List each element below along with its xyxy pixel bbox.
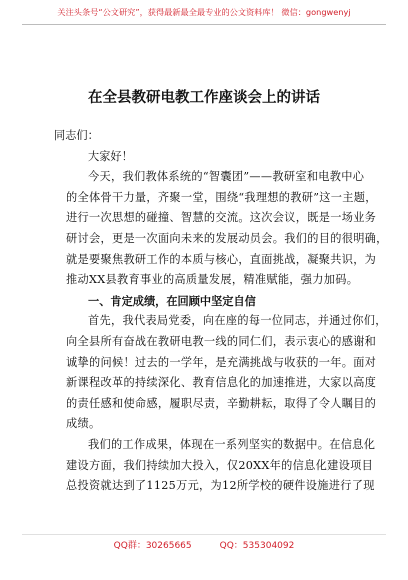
paragraph-line: 研讨会，更是一次面向未来的发展动员会。我们的目的很明确， [66, 231, 388, 245]
paragraph-line: 建设方面，我们持续加大投入，仅20XX年的信息化建设项目 [66, 458, 374, 472]
paragraph [66, 435, 376, 497]
document-body [54, 126, 388, 497]
paragraph-line: 新课程改革的持续深化、教育信息化的加速推进，大家以高度 [66, 376, 377, 390]
footer-divider [22, 534, 386, 535]
header-notice: 关注头条号“公文研究”，获得最新最全最专业的公文资料库！ 微信：gongwenyj [57, 7, 351, 17]
paragraph-line: 首先，我代表局党委，向在座的每一位同志，并通过你们， [88, 314, 387, 328]
footer-qq: QQ：535304092 [219, 541, 295, 551]
footer-qq-group: QQ群：30265665 [113, 541, 192, 551]
paragraph-line: 向全县所有奋战在教研电教一线的同仁们，表示衷心的感谢和 [66, 334, 377, 348]
paragraph [66, 167, 388, 291]
salutation: 同志们： [54, 129, 99, 142]
paragraph-line: 成绩。 [66, 417, 101, 431]
paragraph-line: 就是要聚焦教研工作的本质与核心，直面挑战，凝聚共识，为 [66, 252, 377, 266]
header-divider [22, 24, 386, 25]
paragraph-line: 我们的工作成果，体现在一系列坚实的数据中。在信息化 [88, 437, 376, 451]
document-title: 在全县教研电教工作座谈会上的讲话 [88, 89, 320, 106]
paragraph-line: 的责任感和使命感，履职尽责，辛勤耕耘，取得了令人瞩目的 [66, 396, 377, 410]
paragraph-line: 今天，我们教体系统的“智囊团”——教研室和电教中心 [88, 170, 365, 184]
greeting: 大家好！ [88, 149, 133, 163]
paragraph [66, 311, 387, 435]
paragraph-line: 推动XX县教育事业的高质量发展，精准赋能，强力加码。 [66, 273, 359, 287]
paragraph-line: 总投资就达到了1125万元，为12所学校的硬件设施进行了现 [66, 479, 375, 493]
section-heading: 一、肯定成绩，在回顾中坚定自信 [88, 293, 256, 308]
paragraph-line: 进行一次思想的碰撞、智慧的交流。这次会议，既是一场业务 [66, 211, 377, 225]
paragraph-line: 的全体骨干力量，齐聚一堂，围绕“我理想的教研”这一主题， [66, 190, 377, 204]
paragraph-line: 诚挚的问候！过去的一学年，是充满挑战与收获的一年。面对 [66, 355, 377, 369]
footer-contact [0, 540, 408, 552]
